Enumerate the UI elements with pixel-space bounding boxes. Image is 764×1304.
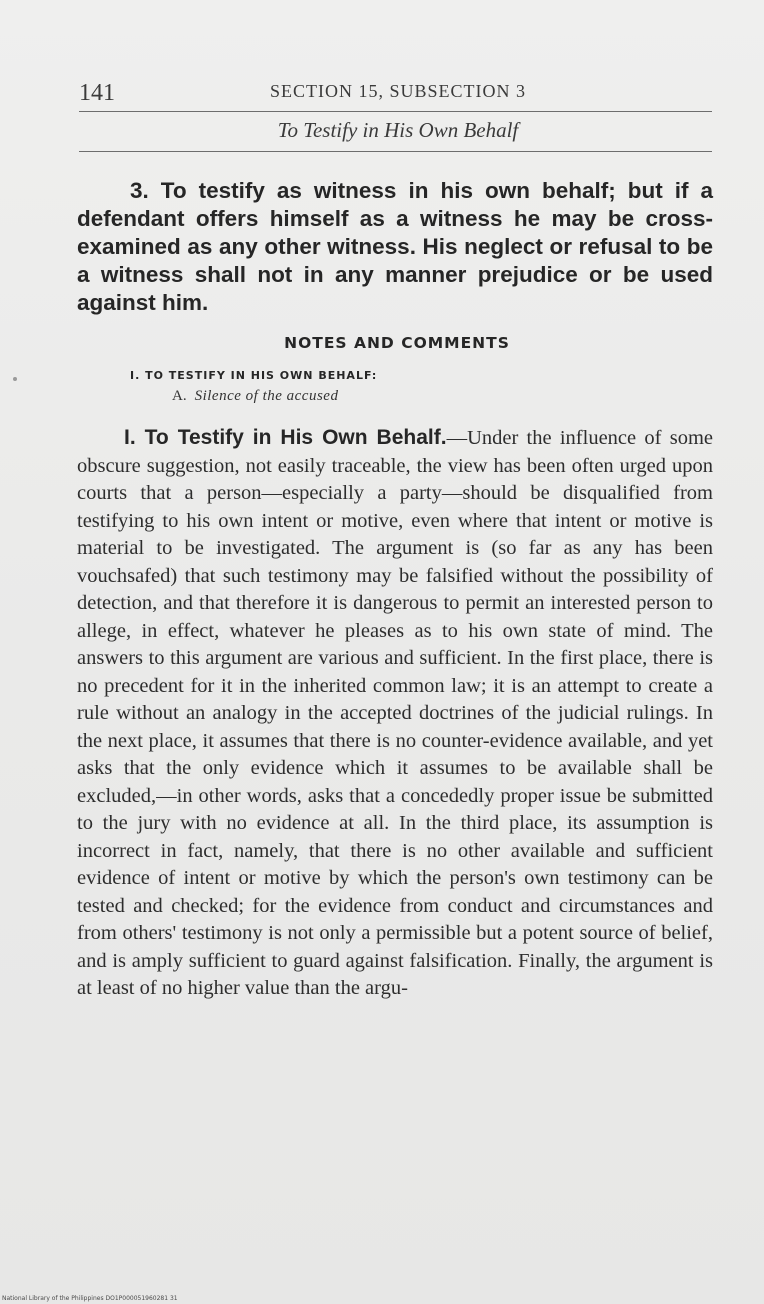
scan-speck (13, 377, 17, 381)
header-rule-top (79, 111, 712, 112)
outline-sub-item (172, 388, 338, 405)
running-head: To Testify in His Own Behalf (277, 118, 519, 142)
outline-main-item: I. TO TESTIFY IN HIS OWN BEHALF: (130, 369, 378, 382)
section-title: SECTION 15, SUBSECTION 3 (269, 81, 526, 101)
outline-sub-letter: A. (172, 388, 187, 404)
commentary-text: —Under the influence of some obscure suggestion, not easily traceable, the view has been often urged upon courts that a person—especially a party—should be disqualified from testifying to his own intent or motive, even where that intent or motive is material to be investigated. The argument is (so far as any has been vouchsafed) that such testimony may be falsified without the possibility of detection, and that therefore it is dangerous to permit an interested person to allege, in effect, whatever he pleases as to his own state of mind. The answers to this argument are various and sufficient. In the first place, there is no precedent for it in the inherited common law; it is an attempt to create a rule without an analogy in the accepted doctrines of the judicial rulings. In the next place, it assumes that there is no counter-evidence available, and yet asks that the only evidence which it assumes to be available shall be excluded,—in other words, asks that a concededly proper issue be submitted to the jury with no evidence at all. In the third place, its assumption is incorrect in fact, namely, that there is no other available and sufficient evidence of intent or motive by which the person's own testimony can be tested and checked; for the evidence from conduct and circumstances and from others' testimony is not only a permissible but a potent source of belief, and is amply sufficient to guard against falsification. Finally, the argument is at least of no higher value than the argu- (77, 427, 713, 999)
library-stamp: National Library of the Philippines DO1P000051960281 31 (2, 1295, 178, 1302)
header-rule-bottom (79, 151, 712, 152)
page-number: 141 (79, 80, 115, 106)
commentary-paragraph (77, 424, 713, 1003)
notes-heading: NOTES AND COMMENTS (284, 334, 510, 352)
commentary-lead: I. To Testify in His Own Behalf. (124, 426, 447, 449)
statute-paragraph: 3. To testify as witness in his own behalf; but if a defendant offers himself as a witness he may be cross-examined as any other witness. His neglect or refusal to be a witness shall not in any manner prejudice or be used against him. (77, 178, 713, 315)
outline-sub-title: Silence of the accused (194, 388, 339, 404)
